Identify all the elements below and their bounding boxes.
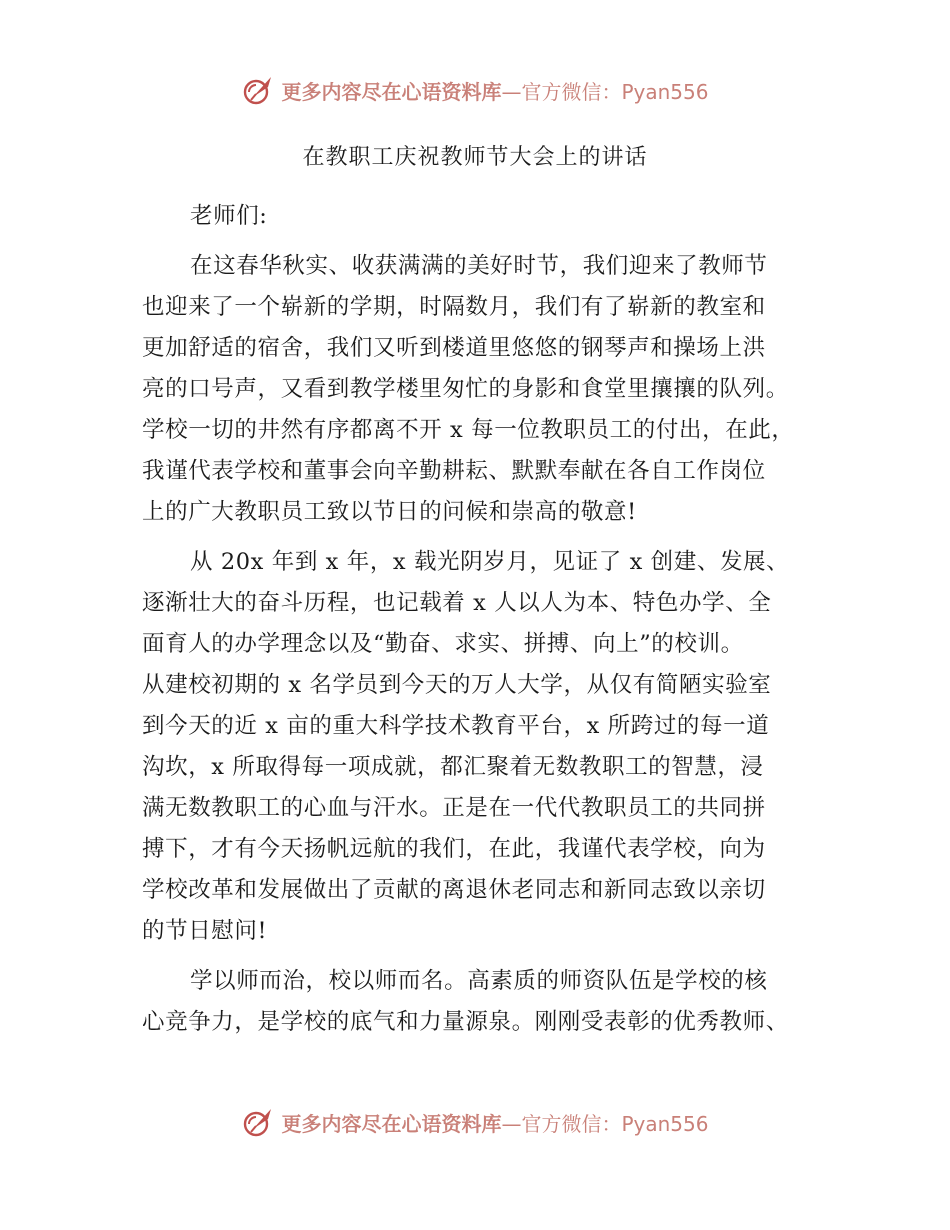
paragraph-line: 我谨代表学校和董事会向辛勤耕耘、默默奉献在各自工作岗位 (142, 458, 766, 484)
paragraph-line: 搏下，才有今天扬帆远航的我们，在此，我谨代表学校，向为 (142, 836, 766, 862)
paragraph-line: 上的广大教职员工致以节日的问候和崇高的敬意! (142, 499, 637, 525)
paragraph-line: 也迎来了一个崭新的学期，时隔数月，我们有了崭新的教室和 (142, 294, 766, 320)
document-title: 在教职工庆祝教师节大会上的讲话 (302, 145, 648, 170)
paragraph-line: 到今天的近 x 亩的重大科学技术教育平台，x 所跨过的每一道 (142, 713, 770, 739)
paragraph-line: 沟坎，x 所取得每一项成就，都汇聚着无数教职工的智慧，浸 (142, 754, 764, 780)
footer-banner-text (281, 1108, 708, 1137)
paragraph-line: 的节日慰问! (142, 918, 268, 944)
paragraph-line: 更加舒适的宿舍，我们又听到楼道里悠悠的钢琴声和操场上洪 (142, 335, 766, 361)
paragraph-line: 面育人的办学理念以及“勤奋、求实、拼搏、向上”的校训。 (142, 631, 744, 657)
footer-banner-separator: — (501, 1111, 522, 1136)
paragraph-line: 从 20x 年到 x 年，x 载光阴岁月，见证了 x 创建、发展、 (190, 549, 790, 575)
header-banner-separator: — (501, 79, 522, 104)
paragraph-line: 学校改革和发展做出了贡献的离退休老同志和新同志致以亲切 (142, 877, 766, 903)
paragraph-line: 在这春华秋实、收获满满的美好时节，我们迎来了教师节 (190, 253, 768, 279)
footer-banner-title: 更多内容尽在心语资料库 (281, 1111, 502, 1136)
document-body (142, 196, 810, 1043)
paragraph-line: 学以师而治，校以师而名。高素质的师资队伍是学校的核 (190, 968, 768, 994)
header-banner-wechat: 官方微信：Pyan556 (521, 79, 709, 104)
quill-logo-icon (241, 73, 275, 107)
paragraph-2 (142, 542, 810, 952)
paragraph-line: 从建校初期的 x 名学员到今天的万人大学，从仅有简陋实验室 (142, 672, 772, 698)
paragraph-line: 逐渐壮大的奋斗历程，也记载着 x 人以人为本、特色办学、全 (142, 590, 772, 616)
footer-banner-wechat: 官方微信：Pyan556 (521, 1111, 709, 1136)
quill-logo-icon (241, 1105, 275, 1139)
paragraph-line: 学校一切的井然有序都离不开 x 每一位教职员工的付出，在此， (142, 417, 795, 443)
paragraph-1 (142, 246, 810, 533)
header-banner-text (281, 76, 708, 105)
paragraph-line: 心竞争力，是学校的底气和力量源泉。刚刚受表彰的优秀教师、 (142, 1009, 789, 1035)
footer-banner (0, 1102, 950, 1142)
header-banner (0, 70, 950, 110)
header-banner-title: 更多内容尽在心语资料库 (281, 79, 502, 104)
salutation: 老师们: (190, 203, 268, 229)
paragraph-line: 亮的口号声，又看到教学楼里匆忙的身影和食堂里攘攘的队列。 (142, 376, 789, 402)
paragraph-line: 满无数教职工的心血与汗水。正是在一代代教职员工的共同拼 (142, 795, 766, 821)
paragraph-3 (142, 961, 810, 1043)
